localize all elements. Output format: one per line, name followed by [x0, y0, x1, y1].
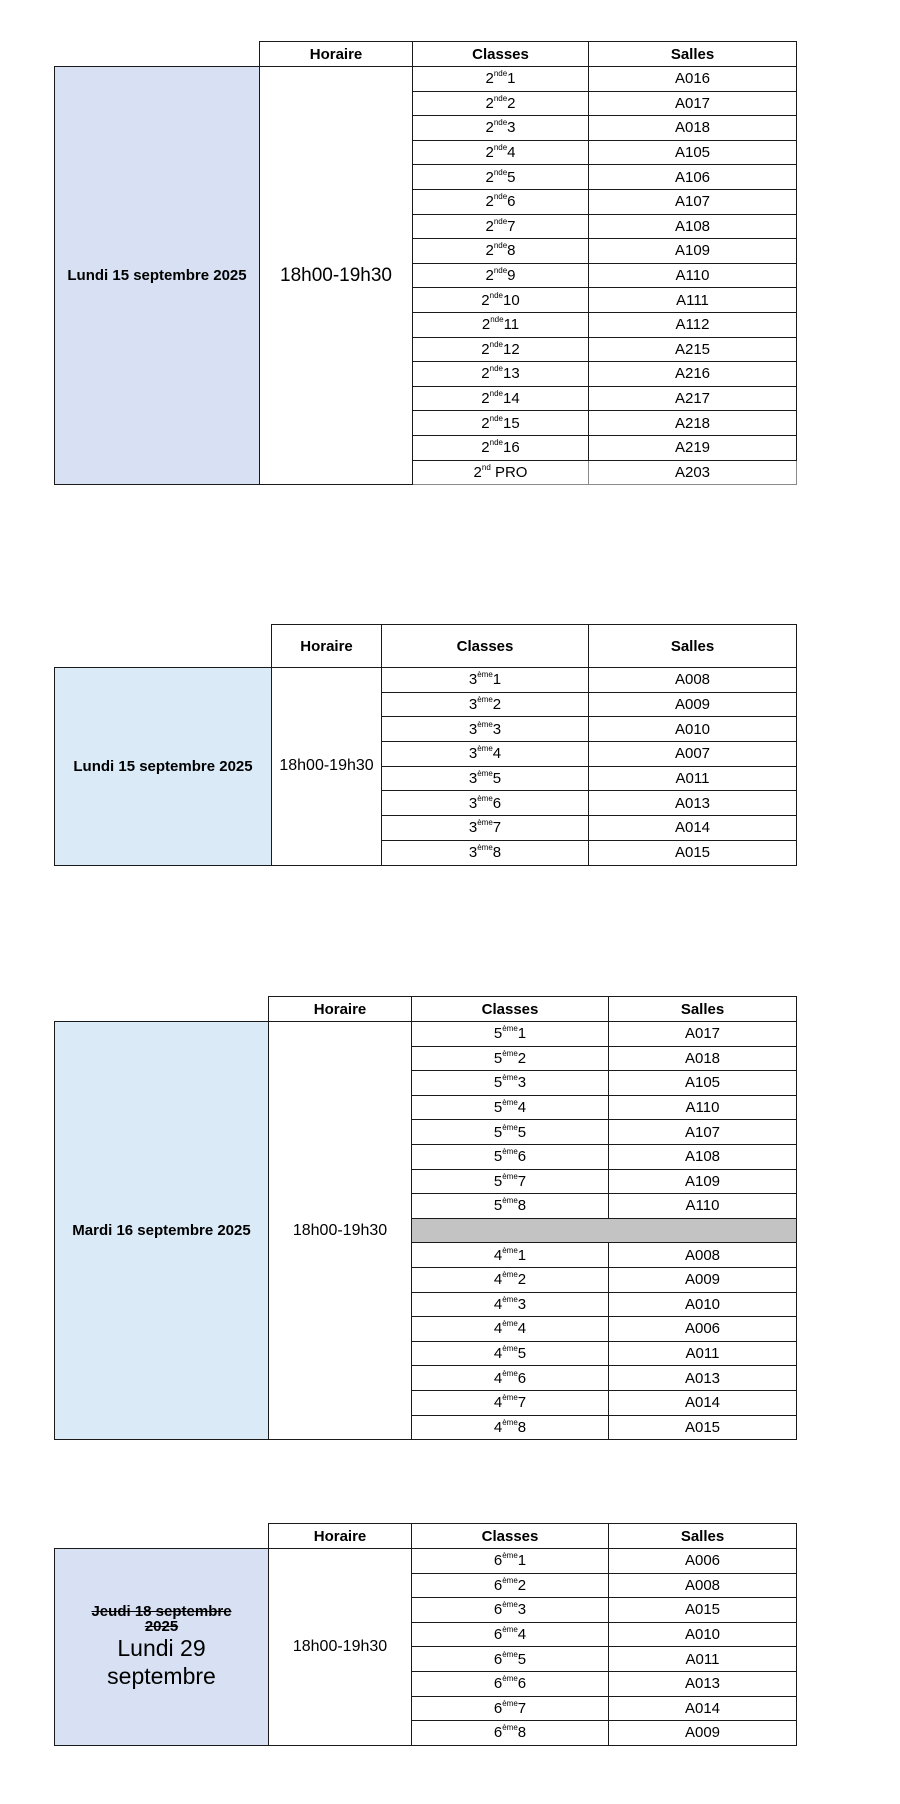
class-number: 6 [493, 1675, 503, 1693]
class-number: 6 [493, 1552, 503, 1570]
class-suffix: 9 [507, 267, 516, 285]
blank-corner [55, 997, 269, 1022]
class-cell [382, 840, 589, 865]
class-suffix: 13 [503, 365, 520, 383]
room-cell: A011 [609, 1341, 797, 1366]
class-ordinal: nde [493, 69, 508, 79]
class-suffix: 14 [503, 390, 520, 408]
class-number: 2 [485, 217, 494, 235]
room-cell: A108 [609, 1144, 797, 1169]
class-suffix: 4 [507, 144, 516, 162]
class-suffix: 5 [517, 1123, 527, 1141]
class-suffix: 8 [517, 1418, 527, 1436]
class-cell [382, 742, 589, 767]
class-number: 2 [481, 439, 490, 457]
class-ordinal: ème [477, 744, 493, 754]
class-number: 6 [493, 1626, 503, 1644]
class-suffix: 6 [517, 1148, 527, 1166]
class-suffix: 6 [517, 1369, 527, 1387]
class-ordinal: nd [481, 462, 491, 472]
room-cell: A105 [589, 140, 797, 165]
class-number: 2 [481, 316, 491, 334]
room-cell: A015 [609, 1598, 797, 1623]
class-ordinal: nde [489, 339, 503, 349]
class-ordinal: ème [477, 670, 493, 680]
class-cell [382, 791, 589, 816]
class-ordinal: nde [489, 364, 503, 374]
class-ordinal: ème [502, 1048, 518, 1058]
class-ordinal: nde [493, 93, 508, 103]
class-number: 5 [493, 1123, 503, 1141]
header-horaire: Horaire [272, 625, 382, 668]
header-classes: Classes [382, 625, 589, 668]
class-cell [412, 1341, 609, 1366]
class-ordinal: ème [502, 1551, 518, 1561]
class-number: 4 [493, 1295, 503, 1313]
class-cell [412, 1647, 609, 1672]
blank-corner [55, 625, 272, 668]
class-ordinal: nde [493, 241, 508, 251]
class-ordinal: nde [493, 118, 508, 128]
class-number: 2 [481, 365, 490, 383]
class-cell [412, 1598, 609, 1623]
class-number: 6 [493, 1601, 503, 1619]
class-cell [413, 140, 589, 165]
class-number: 2 [481, 390, 490, 408]
table-row [55, 1022, 797, 1047]
class-number: 5 [493, 1172, 503, 1190]
time-cell: 18h00-19h30 [272, 668, 382, 866]
class-ordinal: ème [502, 1270, 518, 1280]
class-cell [412, 1721, 609, 1746]
class-cell [412, 1292, 609, 1317]
room-cell: A111 [589, 288, 797, 313]
class-suffix: 1 [517, 1552, 527, 1570]
class-cell [412, 1169, 609, 1194]
class-cell [413, 362, 589, 387]
class-number: 2 [485, 242, 494, 260]
class-ordinal: ème [477, 719, 493, 729]
class-number: 4 [493, 1369, 503, 1387]
class-suffix: 3 [507, 119, 516, 137]
class-number: 3 [468, 745, 478, 763]
room-cell: A009 [609, 1721, 797, 1746]
table-row [55, 67, 797, 92]
class-suffix: 12 [503, 340, 520, 358]
room-cell: A112 [589, 312, 797, 337]
class-cell [382, 816, 589, 841]
room-cell: A006 [609, 1317, 797, 1342]
room-cell: A203 [589, 460, 797, 485]
room-cell: A108 [589, 214, 797, 239]
class-cell [412, 1549, 609, 1574]
class-suffix: 10 [503, 291, 520, 309]
class-suffix: 3 [517, 1601, 527, 1619]
class-number: 3 [468, 819, 478, 837]
class-number: 5 [493, 1025, 503, 1043]
class-ordinal: nde [489, 413, 503, 423]
class-cell [413, 91, 589, 116]
class-cell [412, 1022, 609, 1047]
class-number: 2 [485, 70, 494, 88]
class-number: 2 [485, 267, 494, 285]
class-ordinal: nde [493, 216, 508, 226]
schedule-table-sixieme [54, 1523, 797, 1746]
class-suffix: 1 [517, 1025, 527, 1043]
class-ordinal: ème [502, 1698, 518, 1708]
class-suffix: 1 [507, 70, 516, 88]
header-salles: Salles [609, 1524, 797, 1549]
time-cell: 18h00-19h30 [269, 1549, 412, 1746]
class-ordinal: ème [477, 793, 493, 803]
header-salles: Salles [589, 625, 797, 668]
class-ordinal: ème [502, 1147, 518, 1157]
cancelled-date: Jeudi 18 septembre 2025 [91, 1602, 232, 1635]
room-cell: A015 [589, 840, 797, 865]
class-suffix: 1 [517, 1246, 527, 1264]
class-number: 4 [493, 1271, 503, 1289]
class-ordinal: nde [489, 290, 503, 300]
class-cell [382, 766, 589, 791]
class-cell [413, 116, 589, 141]
class-number: 3 [468, 770, 478, 788]
class-ordinal: ème [477, 769, 493, 779]
header-horaire: Horaire [269, 997, 412, 1022]
class-suffix: 16 [503, 439, 520, 457]
class-cell [412, 1120, 609, 1145]
class-ordinal: ème [477, 843, 493, 853]
room-cell: A006 [609, 1549, 797, 1574]
class-suffix: 4 [517, 1320, 527, 1338]
room-cell: A216 [589, 362, 797, 387]
class-number: 6 [493, 1576, 503, 1594]
class-suffix: 7 [492, 819, 502, 837]
class-number: 4 [493, 1394, 503, 1412]
class-suffix: 5 [492, 770, 502, 788]
room-cell: A218 [589, 411, 797, 436]
class-cell [412, 1696, 609, 1721]
class-suffix: 3 [492, 720, 502, 738]
class-number: 4 [493, 1418, 503, 1436]
room-cell: A106 [589, 165, 797, 190]
class-ordinal: ème [502, 1024, 518, 1034]
room-cell: A217 [589, 386, 797, 411]
room-cell: A013 [609, 1366, 797, 1391]
class-suffix: 8 [507, 242, 516, 260]
class-cell [413, 165, 589, 190]
schedule-table-troisieme [54, 624, 797, 866]
class-ordinal: ème [502, 1294, 518, 1304]
class-suffix: 7 [517, 1394, 527, 1412]
class-cell [413, 411, 589, 436]
separator-cell [412, 1218, 797, 1243]
class-suffix: 6 [517, 1675, 527, 1693]
room-cell: A014 [609, 1696, 797, 1721]
class-ordinal: ème [502, 1393, 518, 1403]
class-suffix: 3 [517, 1074, 527, 1092]
room-cell: A009 [589, 692, 797, 717]
header-classes: Classes [413, 42, 589, 67]
class-ordinal: ème [477, 818, 493, 828]
class-suffix: 11 [503, 316, 520, 334]
class-cell [413, 263, 589, 288]
class-suffix: 7 [517, 1699, 527, 1717]
class-ordinal: ème [502, 1073, 518, 1083]
room-cell: A014 [609, 1390, 797, 1415]
class-number: 2 [485, 119, 494, 137]
room-cell: A110 [609, 1095, 797, 1120]
class-number: 5 [493, 1074, 503, 1092]
class-ordinal: ème [502, 1368, 518, 1378]
room-cell: A219 [589, 435, 797, 460]
class-suffix: 3 [517, 1295, 527, 1313]
time-cell: 18h00-19h30 [269, 1022, 412, 1440]
class-ordinal: ème [502, 1723, 518, 1733]
class-cell [412, 1671, 609, 1696]
class-ordinal: ème [502, 1196, 518, 1206]
class-suffix: 4 [492, 745, 502, 763]
class-cell [413, 67, 589, 92]
class-ordinal: ème [502, 1245, 518, 1255]
class-cell [413, 460, 589, 485]
room-cell: A110 [589, 263, 797, 288]
class-number: 6 [493, 1699, 503, 1717]
class-cell [412, 1573, 609, 1598]
class-number: 5 [493, 1148, 503, 1166]
room-cell: A014 [589, 816, 797, 841]
class-number: 6 [493, 1650, 503, 1668]
class-suffix: 2 [517, 1271, 527, 1289]
header-salles: Salles [609, 997, 797, 1022]
class-cell [412, 1622, 609, 1647]
room-cell: A016 [589, 67, 797, 92]
class-cell [382, 717, 589, 742]
day-cell: Lundi 15 septembre 2025 [55, 67, 260, 485]
blank-corner [55, 1524, 269, 1549]
class-ordinal: ème [477, 695, 493, 705]
class-suffix: PRO [490, 463, 528, 481]
room-cell: A009 [609, 1267, 797, 1292]
class-ordinal: nde [493, 143, 508, 153]
class-suffix: 8 [517, 1724, 527, 1742]
room-cell: A017 [609, 1022, 797, 1047]
room-cell: A013 [589, 791, 797, 816]
class-ordinal: nde [490, 315, 504, 325]
header-classes: Classes [412, 1524, 609, 1549]
class-suffix: 2 [507, 94, 516, 112]
class-suffix: 5 [517, 1650, 527, 1668]
room-cell: A018 [609, 1046, 797, 1071]
class-number: 2 [485, 168, 494, 186]
class-suffix: 1 [492, 671, 502, 689]
room-cell: A215 [589, 337, 797, 362]
class-suffix: 4 [517, 1626, 527, 1644]
blank-corner [55, 42, 260, 67]
class-suffix: 2 [517, 1049, 527, 1067]
class-number: 2 [473, 463, 482, 481]
class-suffix: 8 [517, 1197, 527, 1215]
class-ordinal: ème [502, 1625, 518, 1635]
day-cell: Mardi 16 septembre 2025 [55, 1022, 269, 1440]
class-cell [412, 1415, 609, 1440]
class-number: 3 [468, 794, 478, 812]
class-ordinal: ème [502, 1171, 518, 1181]
room-cell: A107 [589, 189, 797, 214]
class-ordinal: nde [493, 192, 508, 202]
class-cell [412, 1071, 609, 1096]
class-number: 3 [468, 671, 478, 689]
room-cell: A017 [589, 91, 797, 116]
class-ordinal: ème [502, 1649, 518, 1659]
class-ordinal: nde [489, 438, 503, 448]
class-ordinal: ème [502, 1344, 518, 1354]
class-ordinal: ème [502, 1674, 518, 1684]
class-ordinal: ème [502, 1600, 518, 1610]
room-cell: A008 [589, 668, 797, 693]
schedule-table-seconde [54, 41, 797, 485]
class-number: 5 [493, 1099, 503, 1117]
class-suffix: 4 [517, 1099, 527, 1117]
class-cell [412, 1144, 609, 1169]
room-cell: A011 [589, 766, 797, 791]
room-cell: A018 [589, 116, 797, 141]
class-cell [413, 435, 589, 460]
class-suffix: 6 [507, 193, 516, 211]
class-cell [413, 239, 589, 264]
time-cell: 18h00-19h30 [260, 67, 413, 485]
class-number: 3 [468, 696, 478, 714]
room-cell: A008 [609, 1243, 797, 1268]
class-ordinal: ème [502, 1575, 518, 1585]
class-suffix: 2 [492, 696, 502, 714]
class-cell [413, 189, 589, 214]
new-date: Lundi 29 septembre [107, 1634, 216, 1689]
schedule-table-cinquieme-quatrieme [54, 996, 797, 1440]
class-number: 4 [493, 1320, 503, 1338]
class-number: 2 [485, 193, 494, 211]
class-cell [412, 1194, 609, 1219]
class-cell [412, 1046, 609, 1071]
class-cell [413, 386, 589, 411]
room-cell: A107 [609, 1120, 797, 1145]
day-cell: Lundi 15 septembre 2025 [55, 668, 272, 866]
class-number: 2 [481, 291, 490, 309]
class-number: 6 [493, 1724, 503, 1742]
room-cell: A109 [609, 1169, 797, 1194]
room-cell: A015 [609, 1415, 797, 1440]
class-cell [412, 1390, 609, 1415]
room-cell: A008 [609, 1573, 797, 1598]
header-salles: Salles [589, 42, 797, 67]
room-cell: A011 [609, 1647, 797, 1672]
class-ordinal: ème [502, 1098, 518, 1108]
class-number: 2 [481, 414, 490, 432]
class-cell [412, 1243, 609, 1268]
class-cell [413, 214, 589, 239]
class-suffix: 15 [503, 414, 520, 432]
class-number: 3 [468, 844, 478, 862]
class-cell [382, 668, 589, 693]
room-cell: A010 [609, 1622, 797, 1647]
table-row [55, 668, 797, 693]
class-ordinal: ème [502, 1122, 518, 1132]
class-suffix: 6 [492, 794, 502, 812]
class-suffix: 5 [517, 1345, 527, 1363]
class-suffix: 7 [517, 1172, 527, 1190]
class-cell [412, 1317, 609, 1342]
room-cell: A010 [609, 1292, 797, 1317]
class-number: 3 [468, 720, 478, 738]
class-cell [413, 337, 589, 362]
class-number: 5 [493, 1197, 503, 1215]
class-number: 4 [493, 1246, 503, 1264]
class-suffix: 2 [517, 1576, 527, 1594]
header-horaire: Horaire [269, 1524, 412, 1549]
class-cell [413, 288, 589, 313]
class-number: 2 [485, 144, 494, 162]
class-suffix: 5 [507, 168, 516, 186]
class-ordinal: nde [489, 389, 503, 399]
room-cell: A013 [609, 1671, 797, 1696]
day-cell [55, 1549, 269, 1746]
class-cell [413, 312, 589, 337]
class-ordinal: ème [502, 1319, 518, 1329]
class-number: 4 [493, 1345, 503, 1363]
room-cell: A007 [589, 742, 797, 767]
class-ordinal: ème [502, 1417, 518, 1427]
room-cell: A105 [609, 1071, 797, 1096]
class-suffix: 8 [492, 844, 502, 862]
class-ordinal: nde [493, 266, 508, 276]
class-ordinal: nde [493, 167, 508, 177]
room-cell: A110 [609, 1194, 797, 1219]
header-horaire: Horaire [260, 42, 413, 67]
class-number: 2 [481, 340, 490, 358]
class-number: 2 [485, 94, 494, 112]
header-classes: Classes [412, 997, 609, 1022]
class-cell [412, 1267, 609, 1292]
room-cell: A010 [589, 717, 797, 742]
room-cell: A109 [589, 239, 797, 264]
table-row [55, 1549, 797, 1574]
class-cell [412, 1095, 609, 1120]
class-suffix: 7 [507, 217, 516, 235]
class-number: 5 [493, 1049, 503, 1067]
class-cell [412, 1366, 609, 1391]
class-cell [382, 692, 589, 717]
